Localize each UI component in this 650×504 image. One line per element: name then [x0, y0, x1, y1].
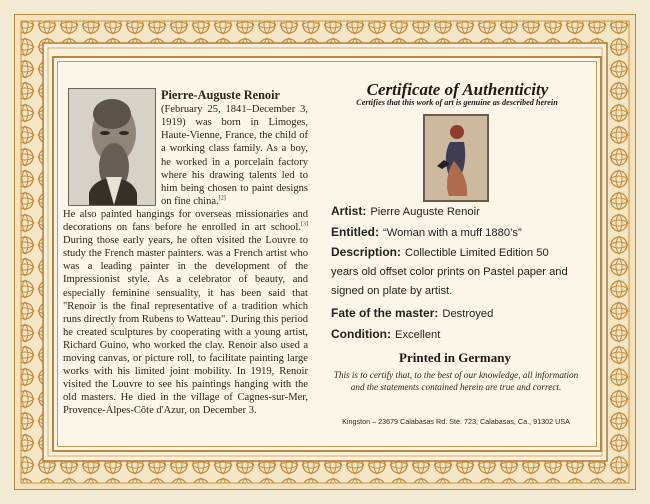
entitled-row: Entitled: “Woman with a muff 1880’s” — [331, 225, 522, 239]
painting-thumbnail — [423, 114, 489, 202]
artist-biography — [63, 88, 308, 417]
certificate-details — [331, 204, 579, 348]
certification-statement: This is to certify that, to the best of our knowledge, all information and the statements contained herein are true and correct. — [333, 370, 579, 392]
fate-row: Fate of the master: Destroyed — [331, 306, 494, 320]
business-address: Kingston – 23679 Calabasas Rd. Ste. 723, Calabasas, Ca., 91302 USA — [342, 417, 570, 426]
printed-location: Printed in Germany — [399, 350, 511, 365]
condition-row: Condition: Excellent — [331, 327, 441, 341]
bio-intro: (February 25, 1841–December 3, 1919) was born in Limoges, Haute-Vienne, France, the child of a working class family. As a boy, he worked in a porcelain factory where his drawing talents led to him being chosen to paint designs on fine china.[2] — [161, 104, 308, 207]
certificate-title: Certificate of Authenticity — [366, 80, 549, 99]
bio-body: He also painted hangings for overseas missionaries and decorations on fans before he enrolled in art school.[3] During those early years, he often visited the Louvre to study the French master painters. was a French artist who was a leading painter in the development of the Impressionist style. As a celebrator of beauty, and especially feminine sensuality, it has been said that "Renoir is the final representative of a tradition which runs directly from Rubens to Watteau". During this period he created sculptures by cooperating with a young artist, Richard Guino, who worked the clay. Renoir also used a moving canvas, or picture roll, to facilitate painting large works with his limited joint mobility. In 1919, Renoir visited the Louvre to see his paintings hanging with the old masters. He died in the village of Cagnes-sur-Mer, Provence-Alpes-Côte d'Azur, on December 3. — [63, 208, 308, 417]
bio-heading: Pierre-Auguste Renoir — [161, 88, 280, 102]
artist-row: Artist: Pierre Auguste Renoir — [331, 204, 480, 218]
description-row: Description: Collectible Limited Edition 50 years old offset color prints on Pastel paper and signed on plate by artist. — [331, 245, 568, 297]
certificate-subtitle: Certifies that this work of art is genuine as described herein — [356, 98, 558, 107]
